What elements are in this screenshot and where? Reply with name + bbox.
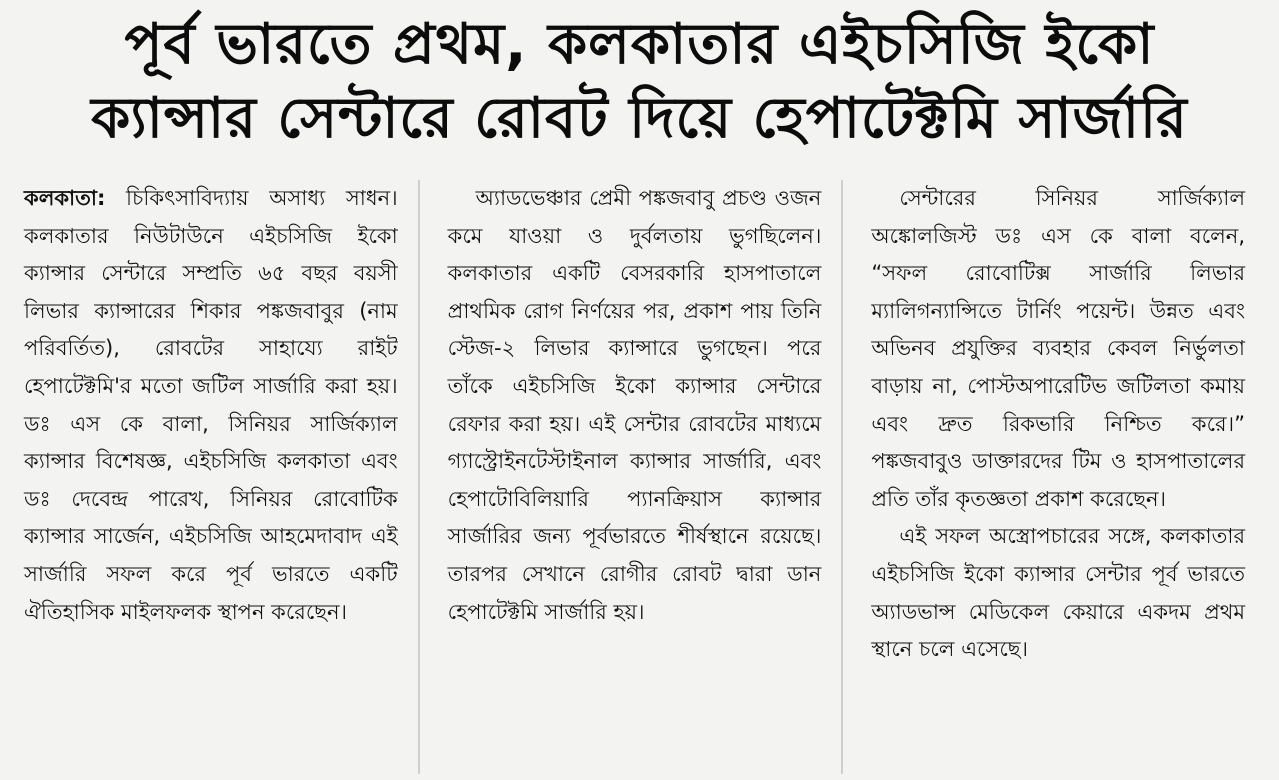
column-3-paragraph-2: এই সফল অস্ত্রোপচারের সঙ্গে, কলকাতার এইচসিজি ইকো ক্যান্সার সেন্টার পূর্ব ভারতে অ্যাডভান্স মেডিকেল কেয়ারে একদম প্রথম স্থানে চলে এসেছে।: [871, 524, 1246, 662]
column-1-text: চিকিৎসাবিদ্যায় অসাধ্য সাধন। কলকাতার নিউটাউনে এইচসিজি ইকো ক্যান্সার সেন্টারে সম্প্রতি ৬৫ বছর বয়সী লিভার ক্যান্সারের শিকার পঙ্কজবাবুর (নাম পরিবর্তিত), রোবটের সাহায্যে রাইট হেপাটেক্টমি'র মতো জটিল সার্জারি করা হয়। ডঃ এস কে বালা, সিনিয়র সার্জিক্যাল ক্যান্সার বিশেষজ্ঞ, এইচসিজি কলকাতা এবং ডঃ দেবেন্দ্র পারেখ, সিনিয়র রোবোটিক ক্যান্সার সার্জেন, এইচসিজি আহমেদাবাদ এই সার্জারি সফল করে পূর্ব ভারতে একটি ঐতিহাসিক মাইলফলক স্থাপন করেছেন।: [24, 186, 398, 624]
column-1: [14, 180, 418, 774]
article-body: [14, 180, 1265, 774]
column-2-paragraph: অ্যাডভেঞ্চার প্রেমী পঙ্কজবাবু প্রচণ্ড ওজন কমে যাওয়া ও দুর্বলতায় ভুগছিলেন। কলকাতার একটি বেসরকারি হাসপাতালে প্রাথমিক রোগ নির্ণয়ের পর, প্রকাশ পায় তিনি স্টেজ-২ লিভার ক্যান্সারে ভুগছেন। পরে তাঁকে এইচসিজি ইকো ক্যান্সার সেন্টারে রেফার করা হয়। এই সেন্টার রোবটের মাধ্যমে গ্যাস্ট্রোইনটেস্টাইনাল ক্যান্সার সার্জারি, এবং হেপাটোবিলিয়ারি প্যানক্রিয়াস ক্যান্সার সার্জারির জন্য পূর্বভারতে শীর্ষস্থানে রয়েছে। তারপর সেখানে রোগীর রোবট দ্বারা ডান হেপাটেক্টমি সার্জারি হয়।: [447, 186, 822, 624]
headline-line-2: ক্যান্সার সেন্টারে রোবট দিয়ে হেপাটেক্টমি সার্জারি: [91, 86, 1188, 151]
column-3-paragraph-1: সেন্টারের সিনিয়র সার্জিক্যাল অঙ্কোলজিস্ট ডঃ এস কে বালা বলেন, “সফল রোবোটিক্স সার্জারি লিভার ম্যালিগন্যান্সিতে টার্নিং পয়েন্ট। উন্নত এবং অভিনব প্রযুক্তির ব্যবহার কেবল নির্ভুলতা বাড়ায় না, পোস্টঅপারেটিভ জটিলতা কমায় এবং দ্রুত রিকভারি নিশ্চিত করে।” পঙ্কজবাবুও ডাক্তারদের টিম ও হাসপাতালের প্রতি তাঁর কৃতজ্ঞতা প্রকাশ করেছেন।: [871, 186, 1246, 511]
column-3: [841, 180, 1265, 774]
headline-line-1: পূর্ব ভারতে প্রথম, কলকাতার এইচসিজি ইকো: [124, 12, 1155, 77]
headline: [14, 8, 1265, 156]
column-1-paragraph: [24, 180, 398, 631]
dateline: কলকাতা:: [24, 186, 106, 210]
column-2: [418, 180, 842, 774]
